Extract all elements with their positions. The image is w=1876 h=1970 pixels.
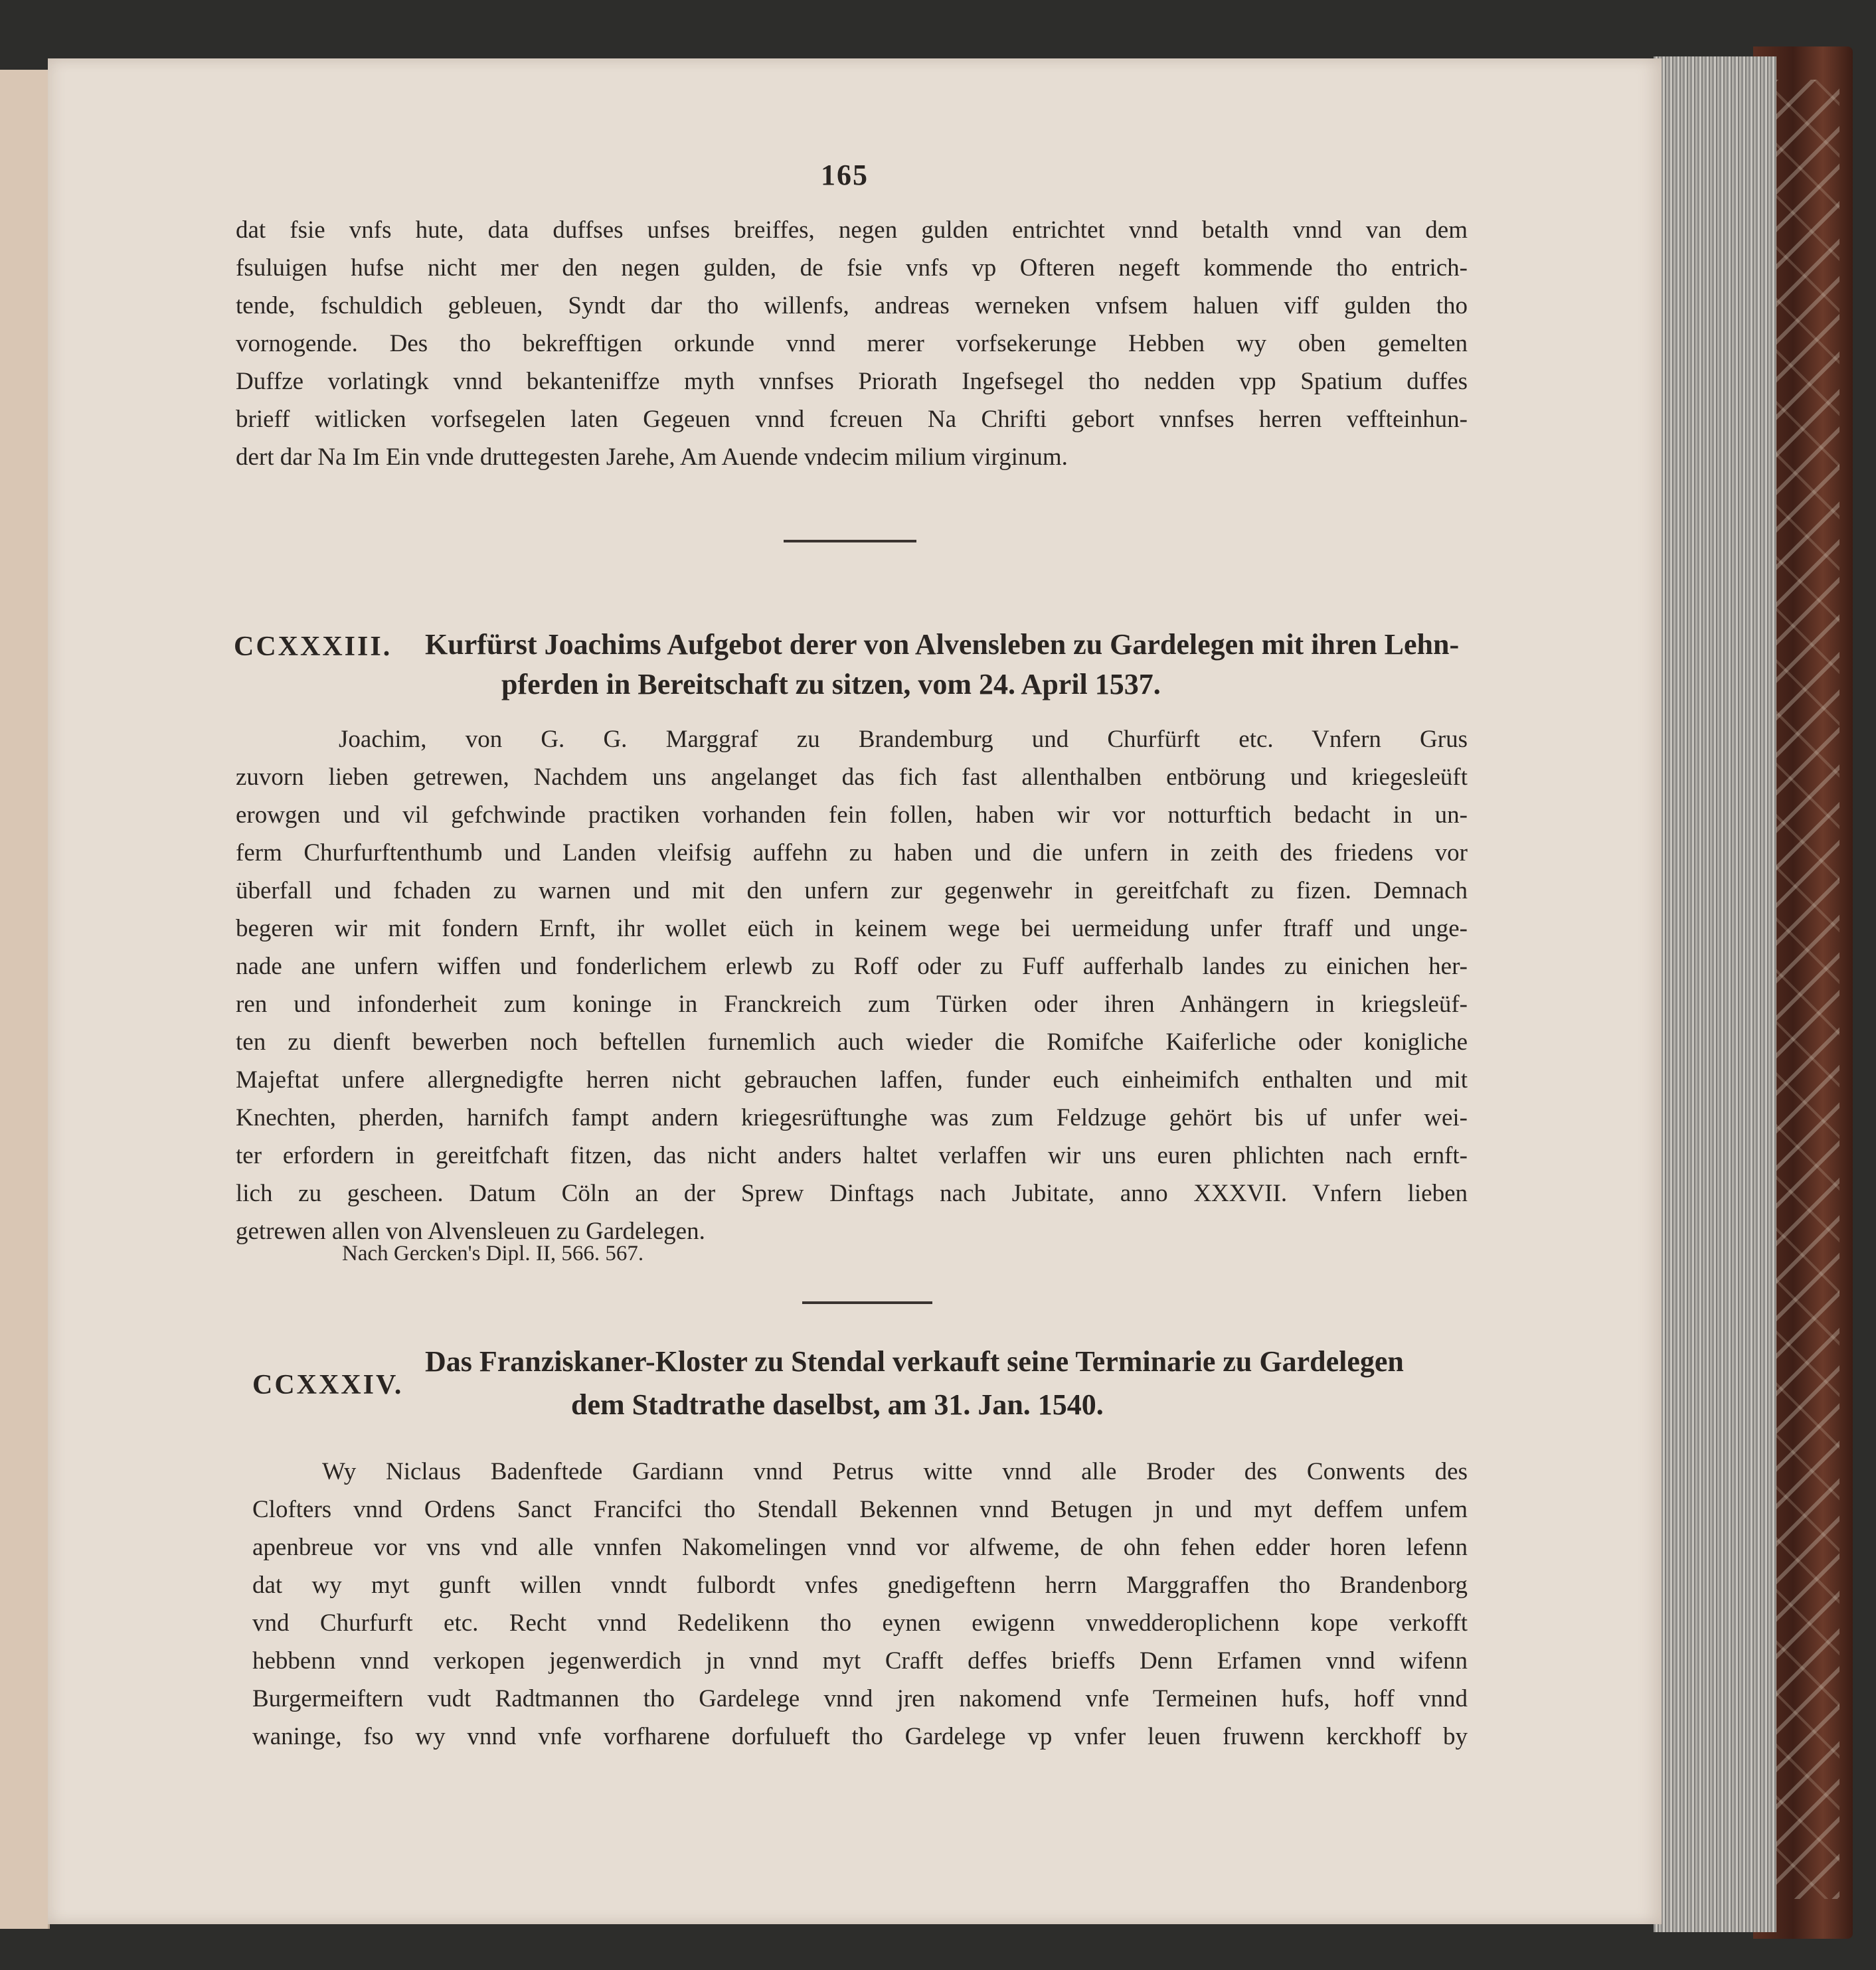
document-text-line: ter erfordern in gereitfchaft fitzen, das nicht anders haltet verlaffen wir uns euren phlichten nach ernft- bbox=[236, 1142, 1468, 1169]
continued-text-line: fsuluigen hufse nicht mer den negen gulden, de fsie vnfs vp Ofteren negeft kommende tho entrich- bbox=[236, 254, 1468, 282]
continued-text-line: brieff witlicken vorfsegelen laten Gegeuen vnnd fcreuen Na Chrifti gebort vnnfses herren veffteinhun- bbox=[236, 406, 1468, 433]
document-text-line: überfall und fchaden zu warnen und mit den unfern zur gegenwehr in gereitfchaft zu fizen. Demnach bbox=[236, 877, 1468, 904]
document-text-line: nade ane unfern wiffen und fonderlichem erlewb zu Roff oder zu Fuff aufferhalb landes zu einichen her- bbox=[236, 953, 1468, 980]
document-text-line: ten zu dienft bewerben noch beftellen furnemlich auch wieder die Romifche Kaiferliche oder konigliche bbox=[236, 1028, 1468, 1056]
document-text-line: dat wy myt gunft willen vnndt fulbordt vnfes gnedigeftenn herrn Marggraffen tho Brandenborg bbox=[252, 1572, 1468, 1599]
document-text-line: Joachim, von G. G. Marggraf zu Brandemburg und Churfürft etc. Vnfern Grus bbox=[339, 726, 1468, 753]
document-title: dem Stadtrathe daselbst, am 31. Jan. 1540. bbox=[571, 1388, 1104, 1421]
document-text-line: begeren wir mit fondern Ernft, ihr wollet eüch in keinem wege bei uermeidung unfer ftraff und unge- bbox=[236, 915, 1468, 942]
document-text-line: erowgen und vil gefchwinde practiken vorhanden fein follen, haben wir vor notturftich bedacht in un- bbox=[236, 801, 1468, 829]
document-title: pferden in Bereitschaft zu sitzen, vom 24. April 1537. bbox=[501, 668, 1161, 700]
document-text-line: Clofters vnnd Ordens Sanct Francifci tho Stendall Bekennen vnnd Betugen jn und myt deffem unfem bbox=[252, 1496, 1468, 1523]
document-text-line: ren und infonderheit zum koninge in Franckreich zum Türken oder ihren Anhängern in kriegsleüf- bbox=[236, 991, 1468, 1018]
document-text-line: getrewen allen von Alvensleuen zu Gardelegen. bbox=[236, 1218, 705, 1245]
page-edges-stack bbox=[1654, 56, 1776, 1932]
document-number: CCXXXIII. bbox=[234, 631, 392, 662]
marbled-cover-pattern bbox=[1773, 80, 1839, 1899]
document-text-line: Wy Niclaus Badenftede Gardiann vnnd Petrus witte vnnd alle Broder des Conwents des bbox=[322, 1458, 1468, 1485]
section-divider bbox=[784, 540, 916, 542]
document-text-line: hebbenn vnnd verkopen jegenwerdich jn vnnd myt Crafft deffes brieffs Denn Erfamen vnnd wifenn bbox=[252, 1647, 1468, 1675]
document-text-line: Majeftat unfere allergnedigfte herren nicht gebrauchen laffen, funder euch einheimifch enthalten und mit bbox=[236, 1066, 1468, 1094]
document-text-line: Burgermeiftern vudt Radtmannen tho Gardelege vnnd jren nakomend vnfe Termeinen hufs, hoff vnnd bbox=[252, 1685, 1468, 1712]
page-number: 165 bbox=[821, 159, 869, 191]
continued-text-line: dert dar Na Im Ein vnde druttegesten Jarehe, Am Auende vndecim milium virginum. bbox=[236, 444, 1068, 471]
continued-text-line: tende, fschuldich gebleuen, Syndt dar tho willenfs, andreas werneken vnfsem haluen viff gulden tho bbox=[236, 292, 1468, 319]
document-number: CCXXXIV. bbox=[252, 1370, 404, 1400]
document-text-line: Knechten, pherden, harnifch fampt andern kriegesrüftunghe was zum Feldzuge gehört bis uf unfer wei- bbox=[236, 1104, 1468, 1131]
continued-text-line: dat fsie vnfs hute, data duffses unfses breiffes, negen gulden entrichtet vnnd betalth vnnd van dem bbox=[236, 216, 1468, 244]
document-text-line: lich zu gescheen. Datum Cöln an der Sprew Dinftags nach Jubitate, anno XXXVII. Vnfern lieben bbox=[236, 1180, 1468, 1207]
document-text-line: vnd Churfurft etc. Recht vnnd Redelikenn tho eynen ewigenn vnwedderoplichenn kope verkofft bbox=[252, 1609, 1468, 1637]
source-citation: Nach Gercken's Dipl. II, 566. 567. bbox=[342, 1242, 644, 1266]
continued-text-line: vornogende. Des tho bekrefftigen orkunde vnnd merer vorfsekerunge Hebben wy oben gemelten bbox=[236, 330, 1468, 357]
document-text-line: apenbreue vor vns vnd alle vnnfen Nakomelingen vnnd vor alfweme, de ohn fehen edder horen lefenn bbox=[252, 1534, 1468, 1561]
document-text-line: ferm Churfurftenthumb und Landen vleifsig auffehn zu haben und die unfern in zeith des friedens vor bbox=[236, 839, 1468, 866]
continued-text-line: Duffze vorlatingk vnnd bekanteniffze myth vnnfses Priorath Ingefsegel tho nedden vpp Spatium duffes bbox=[236, 368, 1468, 395]
document-text-line: waninge, fso wy vnnd vnfe vorfharene dorfulueft tho Gardelege vp vnfer leuen fruwenn kerckhoff by bbox=[252, 1723, 1468, 1750]
section-divider bbox=[802, 1301, 932, 1304]
document-text-line: zuvorn lieben getrewen, Nachdem uns angelanget das fich fast allenthalben entbörung und kriegesleüft bbox=[236, 764, 1468, 791]
left-page-edge bbox=[0, 70, 50, 1929]
document-title: Das Franziskaner-Kloster zu Stendal verkauft seine Terminarie zu Gardelegen bbox=[425, 1345, 1404, 1378]
document-title: Kurfürst Joachims Aufgebot derer von Alvensleben zu Gardelegen mit ihren Lehn- bbox=[425, 628, 1460, 661]
